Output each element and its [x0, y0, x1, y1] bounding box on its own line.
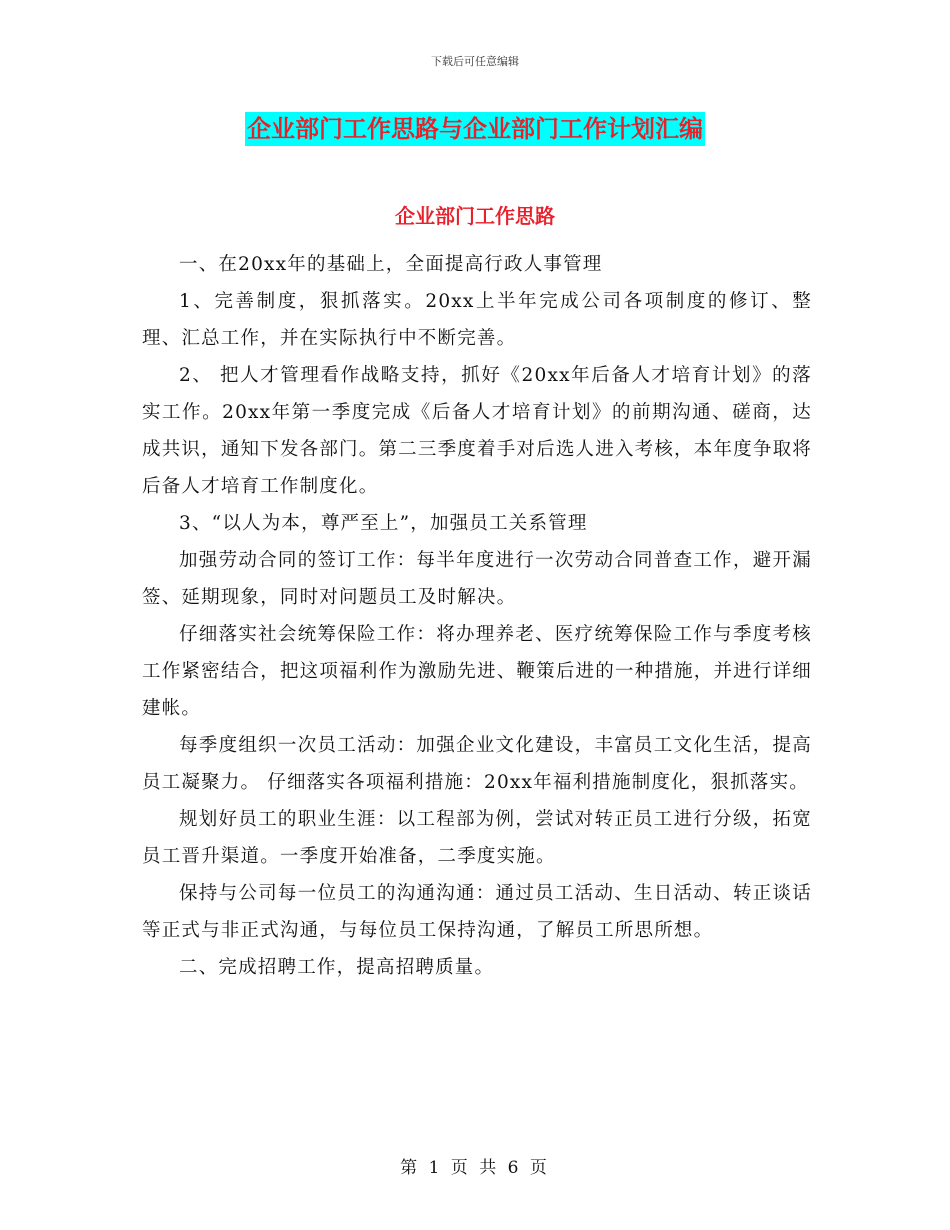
paragraph: 每季度组织一次员工活动：加强企业文化建设，丰富员工文化生活，提高员工凝聚力。 仔细落实各项福利措施：20xx年福利措施制度化，狠抓落实。	[142, 735, 812, 793]
paragraph: 仔细落实社会统筹保险工作：将办理养老、医疗统筹保险工作与季度考核工作紧密结合，把这项福利作为激励先进、鞭策后进的一种措施，并进行详细建帐。	[142, 624, 812, 719]
header-note: 下载后可任意编辑	[431, 55, 519, 68]
main-title-container	[0, 112, 950, 146]
paragraph: 规划好员工的职业生涯：以工程部为例，尝试对转正员工进行分级，拓宽员工晋升渠道。一季度开始准备，二季度实施。	[142, 809, 812, 867]
main-title: 企业部门工作思路与企业部门工作计划汇编	[245, 112, 705, 146]
paragraph: 一、在20xx年的基础上，全面提高行政人事管理	[179, 254, 603, 275]
paragraph: 保持与公司每一位员工的沟通沟通：通过员工活动、生日活动、转正谈话等正式与非正式沟通，与每位员工保持沟通，了解员工所思所想。	[142, 883, 812, 941]
section-title: 企业部门工作思路	[395, 204, 555, 228]
page-number: 第 1 页 共 6 页	[400, 1158, 550, 1178]
paragraph: 1、完善制度，狠抓落实。20xx上半年完成公司各项制度的修订、整理、汇总工作，并在实际执行中不断完善。	[142, 291, 812, 349]
paragraph: 3、“以人为本，尊严至上”，加强员工关系管理	[179, 513, 588, 534]
paragraph: 二、完成招聘工作，提高招聘质量。	[179, 957, 495, 978]
paragraph: 2、 把人才管理看作战略支持，抓好《20xx年后备人才培育计划》的落实工作。20xx年第一季度完成《后备人才培育计划》的前期沟通、磋商，达成共识，通知下发各部门。第二三季度着手对后选人进入考核，本年度争取将后备人才培育工作制度化。	[142, 365, 812, 497]
paragraph: 加强劳动合同的签订工作：每半年度进行一次劳动合同普查工作，避开漏签、延期现象，同时对问题员工及时解决。	[142, 550, 812, 608]
document-body	[142, 246, 812, 986]
